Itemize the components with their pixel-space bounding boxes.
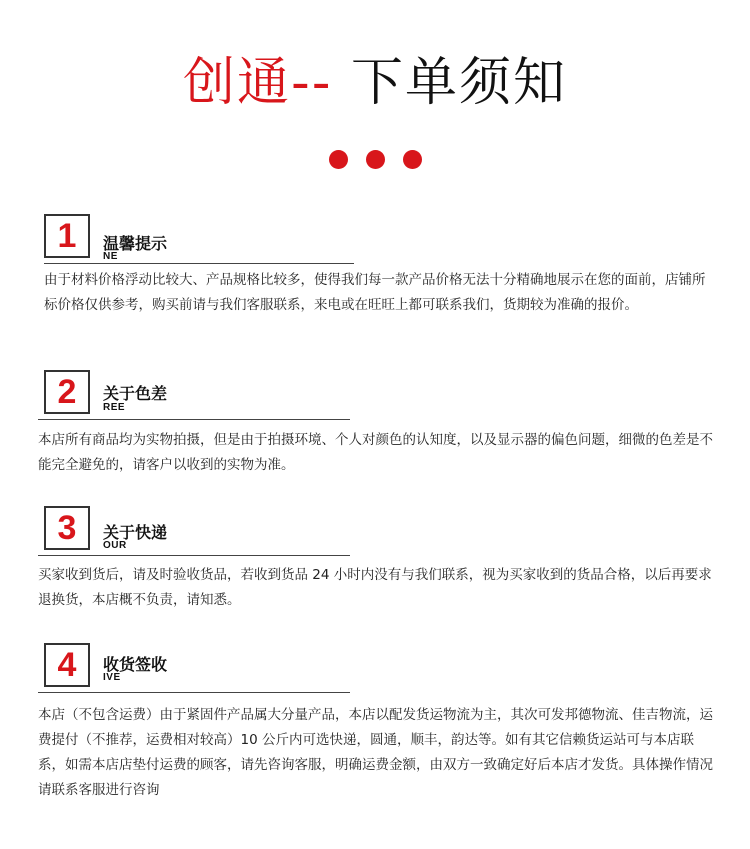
section-divider xyxy=(38,419,350,420)
decorative-dots xyxy=(0,150,750,169)
dot-icon xyxy=(329,150,348,169)
title-text: 下单须知 xyxy=(351,53,568,113)
section-text: 买家收到货后，请及时验收货品，若收到货品 24 小时内没有与我们联系，视为买家收到的货品合格，以后再要求退换货，本店概不负责，请知悉。 xyxy=(38,567,712,608)
section-divider xyxy=(38,555,350,556)
dot-icon xyxy=(366,150,385,169)
section-subtitle: OUR xyxy=(103,540,127,551)
section-text: 本店所有商品均为实物拍摄，但是由于拍摄环境、个人对颜色的认知度，以及显示器的偏色问题，细微的色差是不能完全避免的，请客户以收到的实物为准。 xyxy=(38,432,713,473)
section-title: 收货签收 xyxy=(103,655,168,674)
section-divider xyxy=(38,692,350,693)
section-number: 4 xyxy=(44,643,90,687)
section-number: 2 xyxy=(44,370,90,414)
page-title xyxy=(0,48,750,118)
section-title: 关于色差 xyxy=(103,384,168,403)
section-subtitle: IVE xyxy=(103,672,121,683)
dot-icon xyxy=(403,150,422,169)
section-subtitle: REE xyxy=(103,402,126,413)
section-divider xyxy=(44,263,354,264)
brand-name: 创通-- xyxy=(182,53,333,113)
section-subtitle: NE xyxy=(103,251,118,262)
section-text: 由于材料价格浮动比较大、产品规格比较多，使得我们每一款产品价格无法十分精确地展示在您的面前，店铺所标价格仅供参考，购买前请与我们客服联系，来电或在旺旺上都可联系我们，货期较为准确的报价。 xyxy=(44,272,706,313)
section-number: 3 xyxy=(44,506,90,550)
section-title: 温馨提示 xyxy=(103,234,168,253)
section-number: 1 xyxy=(44,214,90,258)
section-title: 关于快递 xyxy=(103,523,168,542)
section-text: 本店（不包含运费）由于紧固件产品属大分量产品，本店以配发货运物流为主，其次可发邦德物流、佳吉物流，运费提付（不推荐，运费相对较高）10 公斤内可选快递，圆通，顺丰，韵达等。如有其它信赖货运站可与本店联系，如需本店店垫付运费的顾客，请先咨询客服，明确运费金额，由双方一致确定好后本店才发货。具体操作情况请联系客服进行咨询 xyxy=(38,707,713,798)
